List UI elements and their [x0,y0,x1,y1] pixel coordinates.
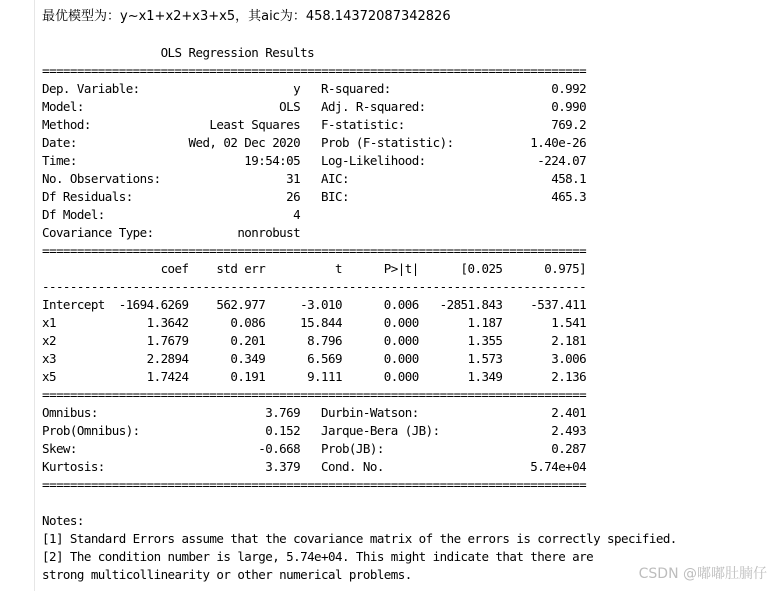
ols-summary-table: OLS Regression Results ============================================================================== Dep. Variable: y R-squared: 0.992 Model: OLS Adj. R-squared: 0.990 Method: Least Squares F-statistic: 769.2 Date: Wed, 02 Dec 2020 Prob (F-statistic): 1.40e-26 Time: 19:54:05 Log-Likelihood: -224.07 No. Observations: 31 AIC: 458.1 Df Residuals: 26 BIC: 465.3 Df Model: 4 Covariance Type: nonrobust ============================================================================== coef std err t P>|t| [0.025 0.975] ------------------------------------------------------------------------------ Intercept -1694.6269 562.977 -3.010 0.006 -2851.843 -537.411 x1 1.3642 0.086 15.844 0.000 1.187 1.541 x2 1.7679 0.201 8.796 0.000 1.355 2.181 x3 2.2894 0.349 6.569 0.000 1.573 3.006 x5 1.7424 0.191 9.111 0.000 1.349 2.136 ============================================================================== Omnibus: 3.769 Durbin-Watson: 2.401 Prob(Omnibus): 0.152 Jarque-Bera (JB): 2.493 Skew: -0.668 Prob(JB): 0.287 Kurtosis: 3.379 Cond. No. 5.74e+04 ============================================================================== Notes: [1] Standard Errors assume that the covariance matrix of the errors is correctly specified. [2] The condition number is large, 5.74e+04. This might indicate that there are strong multicollinearity or other numerical problems. [42,45,677,582]
csdn-watermark: CSDN @嘟嘟肚腩仔 [638,566,767,582]
best-model-headline: 最优模型为：y~x1+x2+x3+x5，其aic为：458.14372087342826 [42,9,451,24]
cell-output [42,8,777,588]
cell-gutter [0,0,35,591]
